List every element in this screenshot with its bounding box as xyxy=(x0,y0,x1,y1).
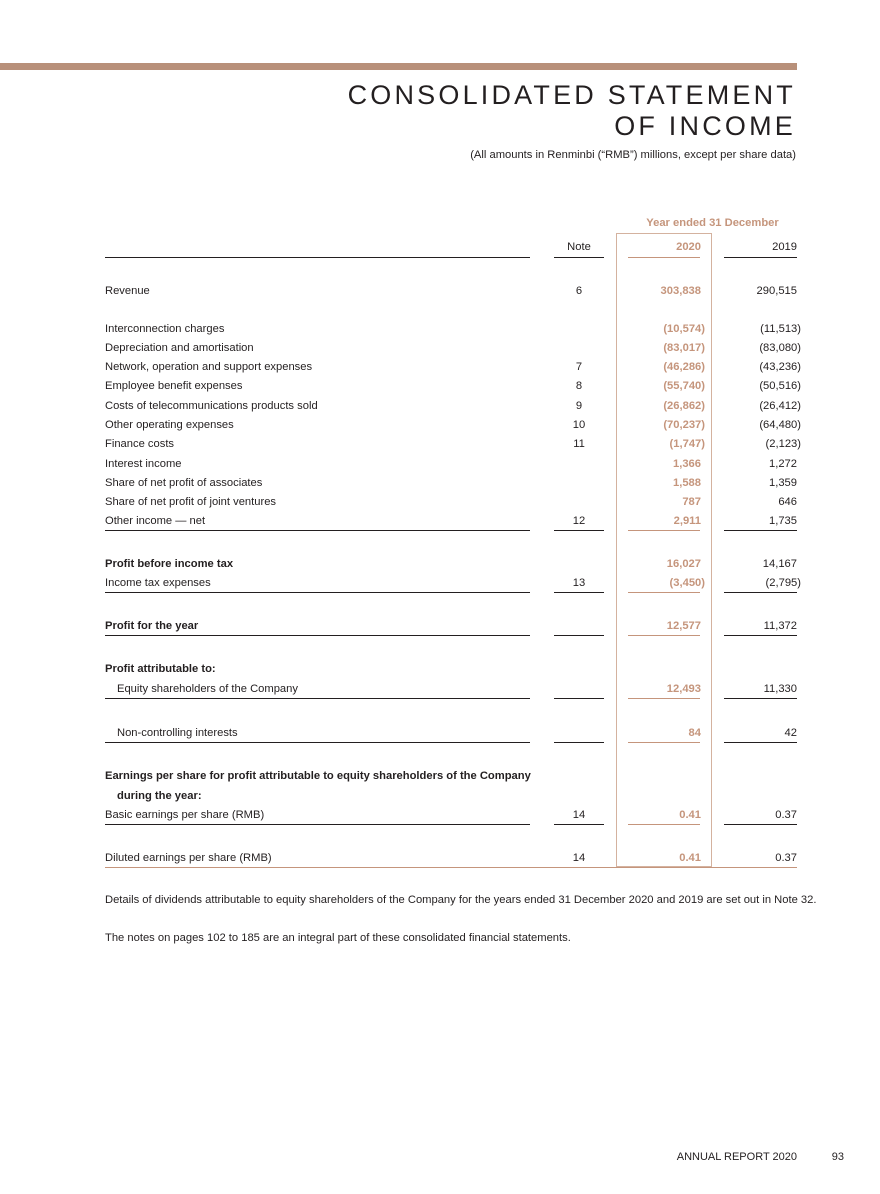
page-subtitle: (All amounts in Renminbi (“RMB”) millions, except per share data) xyxy=(470,149,796,161)
row-note: 6 xyxy=(575,285,583,297)
divider xyxy=(105,592,530,593)
divider xyxy=(105,698,530,699)
divider xyxy=(724,824,797,825)
row-value-2020: (70,237) xyxy=(663,419,705,431)
row-value-2020: (26,862) xyxy=(663,400,705,412)
table-row xyxy=(0,456,880,472)
row-label: Profit attributable to: xyxy=(105,663,216,675)
table-row xyxy=(0,513,880,529)
row-note: 13 xyxy=(572,577,586,589)
table-row xyxy=(0,398,880,414)
row-value-2020: 16,027 xyxy=(666,558,701,570)
divider xyxy=(554,698,604,699)
row-value-2019: (83,080) xyxy=(759,342,801,354)
footer-report-name: ANNUAL REPORT 2020 xyxy=(676,1151,797,1163)
table-row xyxy=(0,681,880,697)
row-value-2019: 646 xyxy=(778,496,797,508)
divider xyxy=(554,635,604,636)
divider xyxy=(105,530,530,531)
table-row xyxy=(0,340,880,356)
top-accent-bar xyxy=(0,63,797,70)
row-value-2019: (11,513) xyxy=(760,323,801,335)
row-value-2020: 1,366 xyxy=(673,458,701,470)
row-value-2019: 1,359 xyxy=(769,477,797,489)
divider xyxy=(628,742,700,743)
row-value-2020: (1,747) xyxy=(669,438,705,450)
row-label: Network, operation and support expenses xyxy=(105,361,313,373)
row-value-2020: 1,588 xyxy=(673,477,701,489)
divider xyxy=(105,742,530,743)
table-row xyxy=(0,378,880,394)
table-row xyxy=(0,436,880,452)
col-header-2020: 2020 xyxy=(676,241,701,253)
row-value-2020: 2,911 xyxy=(673,515,701,527)
divider xyxy=(724,742,797,743)
table-row xyxy=(0,575,880,591)
row-value-2020: (3,450) xyxy=(669,577,705,589)
divider xyxy=(628,592,700,593)
divider xyxy=(554,742,604,743)
row-value-2020: (10,574) xyxy=(663,323,705,335)
table-row xyxy=(0,417,880,433)
row-label: Profit for the year xyxy=(105,620,199,632)
divider xyxy=(724,592,797,593)
divider xyxy=(105,635,530,636)
col-header-2019: 2019 xyxy=(772,241,797,253)
table-row xyxy=(0,788,880,804)
divider xyxy=(724,530,797,531)
row-label: Share of net profit of joint ventures xyxy=(105,496,277,508)
divider xyxy=(105,824,530,825)
divider xyxy=(724,698,797,699)
table-row xyxy=(0,768,880,784)
row-note: 11 xyxy=(573,438,585,450)
divider xyxy=(105,257,530,258)
divider xyxy=(628,257,700,258)
table-row xyxy=(0,321,880,337)
col-header-note: Note xyxy=(567,241,591,253)
row-value-2019: 290,515 xyxy=(756,285,797,297)
row-note: 7 xyxy=(575,361,583,373)
row-note: 12 xyxy=(572,515,586,527)
dividends-note: Details of dividends attributable to equity shareholders of the Company for the years ended 31 December 2020 and 2019 are set out in Note 32. xyxy=(105,894,817,906)
row-label: Interconnection charges xyxy=(105,323,225,335)
row-value-2020: (83,017) xyxy=(663,342,705,354)
row-note: 10 xyxy=(572,419,586,431)
row-label: Finance costs xyxy=(105,438,175,450)
row-value-2020: 0.41 xyxy=(679,809,701,821)
row-value-2019: 1,735 xyxy=(769,515,797,527)
divider xyxy=(554,530,604,531)
row-value-2019: 42 xyxy=(784,727,797,739)
row-label: Employee benefit expenses xyxy=(105,380,243,392)
row-note: 14 xyxy=(572,809,586,821)
divider xyxy=(554,824,604,825)
row-value-2019: (2,795) xyxy=(765,577,801,589)
row-label: Depreciation and amortisation xyxy=(105,342,254,354)
table-row xyxy=(0,661,880,677)
row-value-2020: (46,286) xyxy=(663,361,705,373)
table-row xyxy=(0,725,880,741)
row-note: 8 xyxy=(575,380,583,392)
divider xyxy=(724,257,797,258)
divider xyxy=(628,635,700,636)
row-value-2019: (43,236) xyxy=(759,361,801,373)
table-row xyxy=(0,494,880,510)
divider xyxy=(105,867,797,868)
divider xyxy=(628,824,700,825)
row-value-2019: 1,272 xyxy=(769,458,797,470)
row-label: Income tax expenses xyxy=(105,577,211,589)
row-value-2019: 0.37 xyxy=(775,852,797,864)
table-row xyxy=(0,475,880,491)
row-label: during the year: xyxy=(117,790,202,802)
row-value-2020: 303,838 xyxy=(660,285,701,297)
row-value-2019: (64,480) xyxy=(759,419,801,431)
row-label: Earnings per share for profit attributable to equity shareholders of the Company xyxy=(105,770,531,782)
row-value-2020: 84 xyxy=(688,727,701,739)
row-label: Equity shareholders of the Company xyxy=(117,683,298,695)
row-note: 9 xyxy=(575,400,583,412)
row-value-2020: 12,577 xyxy=(666,620,701,632)
row-label: Interest income xyxy=(105,458,182,470)
integral-note: The notes on pages 102 to 185 are an integral part of these consolidated financial statements. xyxy=(105,932,571,944)
row-value-2019: (50,516) xyxy=(759,380,801,392)
row-label: Profit before income tax xyxy=(105,558,234,570)
row-value-2019: 14,167 xyxy=(762,558,797,570)
row-value-2020: 0.41 xyxy=(679,852,701,864)
row-note: 14 xyxy=(572,852,586,864)
divider xyxy=(554,257,604,258)
row-value-2019: (2,123) xyxy=(765,438,801,450)
divider xyxy=(724,635,797,636)
table-row xyxy=(0,807,880,823)
table-row xyxy=(0,283,880,299)
row-label: Diluted earnings per share (RMB) xyxy=(105,852,272,864)
row-value-2019: 11,372 xyxy=(763,620,797,632)
row-value-2019: 11,330 xyxy=(763,683,797,695)
table-row xyxy=(0,556,880,572)
row-value-2020: (55,740) xyxy=(663,380,705,392)
divider xyxy=(628,530,700,531)
row-value-2020: 12,493 xyxy=(666,683,701,695)
title-line-1: CONSOLIDATED STATEMENT xyxy=(347,80,796,110)
row-value-2019: (26,412) xyxy=(759,400,801,412)
table-row xyxy=(0,359,880,375)
row-label: Costs of telecommunications products sold xyxy=(105,400,318,412)
title-line-2: OF INCOME xyxy=(614,111,796,141)
row-label: Revenue xyxy=(105,285,150,297)
page-number: 93 xyxy=(831,1151,844,1163)
row-label: Share of net profit of associates xyxy=(105,477,263,489)
table-row xyxy=(0,618,880,634)
row-value-2019: 0.37 xyxy=(775,809,797,821)
period-header: Year ended 31 December xyxy=(646,217,779,229)
row-label: Other income — net xyxy=(105,515,206,527)
row-label: Basic earnings per share (RMB) xyxy=(105,809,265,821)
row-label: Non-controlling interests xyxy=(117,727,238,739)
row-label: Other operating expenses xyxy=(105,419,234,431)
divider xyxy=(554,592,604,593)
table-row xyxy=(0,850,880,866)
row-value-2020: 787 xyxy=(682,496,701,508)
page-title xyxy=(348,80,796,142)
divider xyxy=(628,698,700,699)
